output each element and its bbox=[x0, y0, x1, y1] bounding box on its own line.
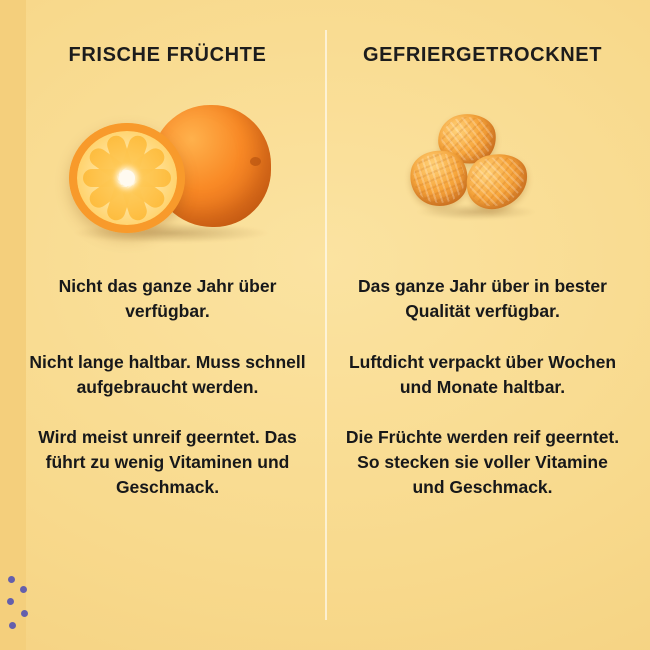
freeze-dried-bullet-1: Das ganze Jahr über in bester Qualität verfügbar. bbox=[358, 276, 607, 321]
freeze-dried-bullet-3: Die Früchte werden reif geerntet. So stecken sie voller Vitamine und Geschmack. bbox=[345, 427, 620, 498]
freeze-dried-image bbox=[343, 74, 622, 274]
orange-rind bbox=[69, 123, 185, 233]
freeze-dried-illustration bbox=[408, 114, 558, 234]
column-freeze-dried bbox=[325, 44, 640, 632]
fresh-bullet-2: Nicht lange haltbar. Muss schnell aufgebraucht werden. bbox=[29, 351, 306, 397]
fresh-bullet-3: Wird meist unreif geerntet. Das führt zu wenig Vitaminen und Geschmack. bbox=[38, 427, 297, 498]
halved-orange-icon bbox=[69, 123, 185, 233]
oranges-illustration bbox=[63, 99, 273, 249]
column-title-fresh: FRISCHE FRÜCHTE bbox=[68, 44, 267, 66]
drop-shadow bbox=[416, 204, 536, 220]
column-fresh-fruit bbox=[10, 44, 325, 632]
fresh-orange-image bbox=[28, 74, 307, 274]
fresh-bullet-1: Nicht das ganze Jahr über verfügbar. bbox=[58, 276, 277, 321]
column-title-freeze-dried: GEFRIERGETROCKNET bbox=[362, 44, 603, 66]
freeze-dried-bullet-2: Luftdicht verpackt über Wochen und Monate haltbar. bbox=[348, 351, 617, 397]
